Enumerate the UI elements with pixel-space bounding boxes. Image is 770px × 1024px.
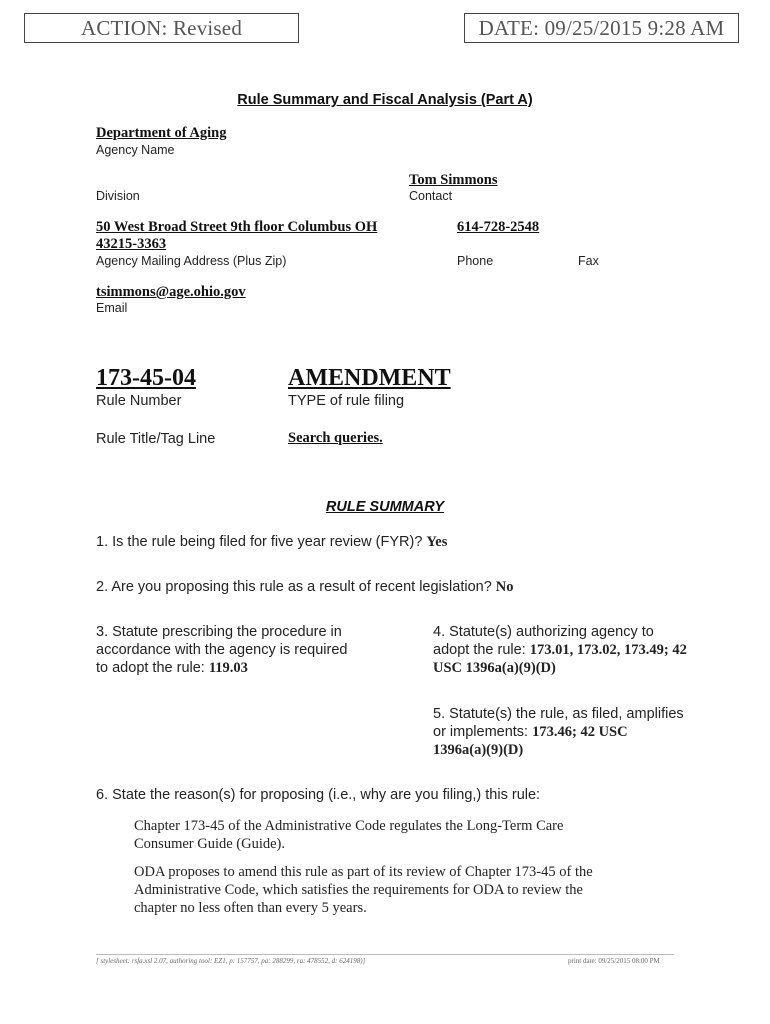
date-text: DATE: 09/25/2015 9:28 AM <box>478 15 725 40</box>
question-2-text: 2. Are you proposing this rule as a result of recent legislation? <box>96 579 492 595</box>
action-text: ACTION: Revised <box>80 15 243 40</box>
answer-2: No <box>495 579 514 595</box>
reason-p1-line1: Chapter 173-45 of the Administrative Code regulates the Long-Term Care <box>134 818 564 834</box>
agency-name-label: Agency Name <box>96 143 175 157</box>
reason-p2-line3: chapter no less often than every 5 years. <box>134 900 367 916</box>
address-line2: 43215-3363 <box>96 236 167 252</box>
address-line1: 50 West Broad Street 9th floor Columbus OH <box>96 219 378 235</box>
answer-3: 119.03 <box>208 660 248 676</box>
email-value: tsimmons@age.ohio.gov <box>96 284 246 300</box>
question-5 <box>433 705 733 759</box>
reason-p2-line1: ODA proposes to amend this rule as part of its review of Chapter 173-45 of the <box>134 864 593 880</box>
question-5-line2: or implements: <box>433 724 529 740</box>
date-box <box>464 13 739 43</box>
footer-print-date: print date: 09/25/2015 08:00 PM <box>568 957 660 965</box>
division-label: Division <box>96 189 140 203</box>
reason-paragraph-1 <box>134 817 694 853</box>
reason-p2-line2: Administrative Code, which satisfies the requirements for ODA to review the <box>134 882 583 898</box>
answer-4-line3: USC 1396a(a)(9)(D) <box>433 660 556 676</box>
email-label: Email <box>96 301 128 315</box>
fax-label: Fax <box>578 254 599 268</box>
question-6: 6. State the reason(s) for proposing (i.e., why are you filing,) this rule: <box>96 787 541 803</box>
answer-5-line3: 1396a(a)(9)(D) <box>433 742 524 758</box>
rule-type: AMENDMENT <box>288 365 451 391</box>
reason-paragraph-2 <box>134 863 714 917</box>
question-2 <box>96 578 514 596</box>
question-3 <box>96 623 416 677</box>
reason-p1-line2: Consumer Guide (Guide). <box>134 836 286 852</box>
question-1 <box>96 533 447 551</box>
contact-value: Tom Simmons <box>409 172 498 188</box>
agency-name-value: Department of Aging <box>96 125 227 141</box>
footer-divider <box>96 954 674 955</box>
rule-type-label: TYPE of rule filing <box>288 393 405 409</box>
answer-5-line2: 173.46; 42 USC <box>532 724 628 740</box>
rule-number-label: Rule Number <box>96 393 182 409</box>
question-1-text: 1. Is the rule being filed for five year review (FYR)? <box>96 534 423 550</box>
rule-title-value: Search queries. <box>288 430 383 446</box>
question-4-line2: adopt the rule: <box>433 642 526 658</box>
phone-label: Phone <box>457 254 494 268</box>
question-3-line3: to adopt the rule: <box>96 660 205 676</box>
rule-summary-heading: RULE SUMMARY <box>325 499 445 515</box>
phone-value: 614-728-2548 <box>457 219 540 235</box>
question-5-line1: 5. Statute(s) the rule, as filed, amplifies <box>433 706 684 722</box>
question-4-line1: 4. Statute(s) authorizing agency to <box>433 624 654 640</box>
contact-label: Contact <box>409 189 453 203</box>
question-4 <box>433 623 733 677</box>
rule-number: 173-45-04 <box>96 365 196 391</box>
question-3-line1: 3. Statute prescribing the procedure in <box>96 624 342 640</box>
footer-stylesheet: [ stylesheet: rsfa.xsl 2.07, authoring tool: EZ1, p: 157757, pa: 288299, ra: 478552, d: 624198)] <box>96 957 366 965</box>
answer-4-line2: 173.01, 173.02, 173.49; 42 <box>529 642 687 658</box>
action-box <box>24 13 299 43</box>
address-label: Agency Mailing Address (Plus Zip) <box>96 254 287 268</box>
answer-1: Yes <box>426 534 448 550</box>
question-3-line2: accordance with the agency is required <box>96 642 348 658</box>
rule-title-label: Rule Title/Tag Line <box>96 431 216 447</box>
page-title: Rule Summary and Fiscal Analysis (Part A) <box>237 92 533 108</box>
